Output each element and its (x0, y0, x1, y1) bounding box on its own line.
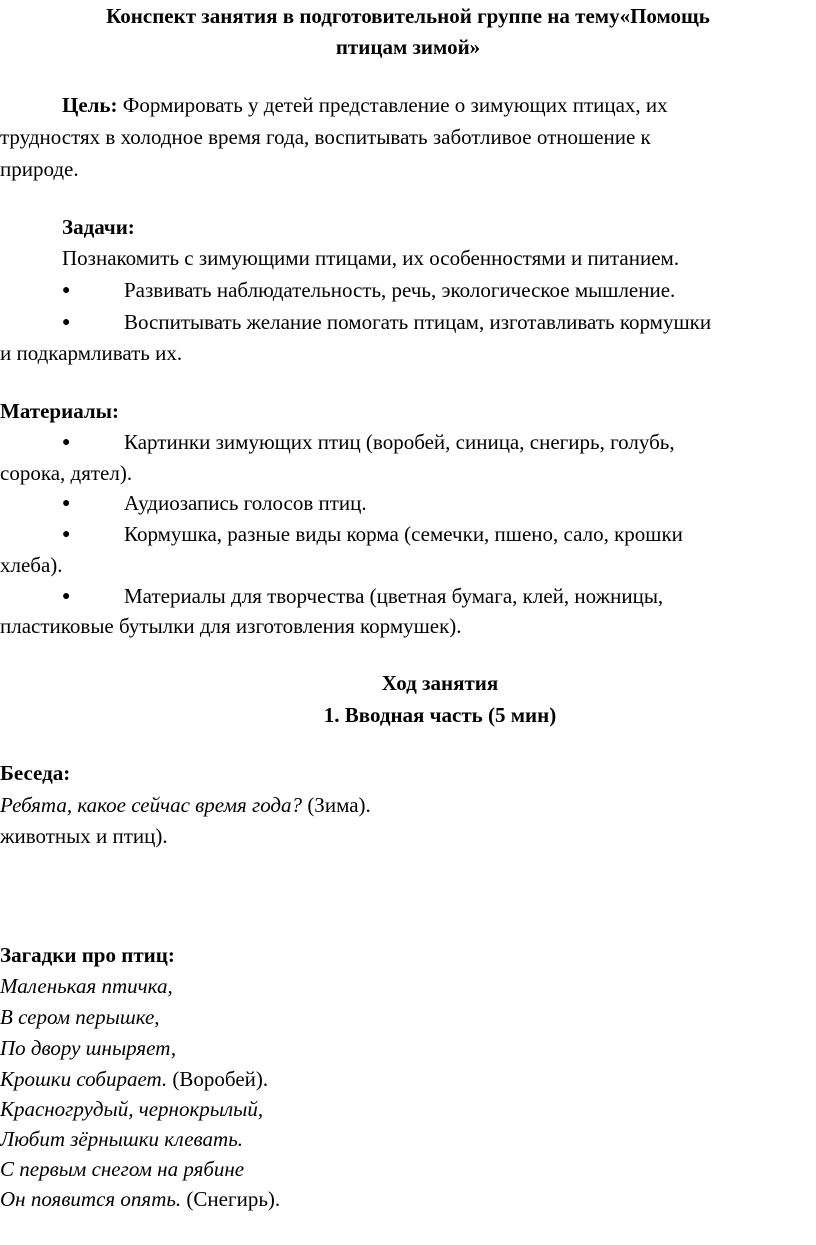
riddle-line: Он появится опять. (Снегирь). (0, 1187, 281, 1211)
section-1-heading: 1. Вводная часть (5 мин) (323, 703, 557, 727)
riddle-line: Маленькая птичка, (0, 974, 173, 998)
tasks-intro: Познакомить с зимующими птицами, их особенностями и питанием. (62, 246, 680, 270)
riddle-line: Любит зёрнышки клевать. (0, 1127, 243, 1151)
goal-text-line-2: трудностях в холодное время года, воспитывать заботливое отношение к (0, 125, 651, 149)
bullet-icon: ● (62, 496, 71, 511)
goal-label: Цель: (62, 93, 118, 117)
conversation-fragment: животных и птиц). (0, 824, 168, 848)
bullet-icon: ● (62, 315, 71, 330)
riddle-line: В сером перышке, (0, 1005, 160, 1029)
riddle-answer: (Снегирь). (181, 1187, 281, 1211)
conversation-question: Ребята, какое сейчас время года? (0, 793, 303, 817)
conversation-question-line (0, 791, 371, 819)
task-item-2-continued: и подкармливать их. (0, 341, 183, 365)
bullet-icon: ● (62, 435, 71, 450)
goal-paragraph (62, 91, 668, 119)
material-item-1: Картинки зимующих птиц (воробей, синица, снегирь, голубь, (124, 430, 675, 454)
riddle-line: Красногрудый, чернокрылый, (0, 1097, 264, 1121)
task-item-2: Воспитывать желание помогать птицам, изготавливать кормушки (124, 310, 712, 334)
material-item-3-continued: хлеба). (0, 553, 63, 577)
task-item-1: Развивать наблюдательность, речь, экологическое мышление. (124, 278, 676, 302)
riddle-line: Крошки собирает. (Воробей). (0, 1067, 269, 1091)
riddle-line: С первым снегом на рябине (0, 1157, 245, 1181)
riddle-line: По двору шныряет, (0, 1036, 177, 1060)
materials-heading: Материалы: (0, 399, 120, 423)
conversation-heading: Беседа: (0, 761, 71, 785)
material-item-2: Аудиозапись голосов птиц. (124, 491, 367, 515)
bullet-icon: ● (62, 527, 71, 542)
bullet-icon: ● (62, 283, 71, 298)
material-item-1-continued: сорока, дятел). (0, 461, 133, 485)
bullet-icon: ● (62, 589, 71, 604)
course-heading: Ход занятия (381, 671, 499, 695)
material-item-4: Материалы для творчества (цветная бумага, клей, ножницы, (124, 584, 664, 608)
riddles-heading: Загадки про птиц: (0, 943, 175, 967)
riddle-answer: (Воробей). (167, 1067, 269, 1091)
material-item-4-continued: пластиковые бутылки для изготовления кормушек). (0, 614, 462, 638)
document-title-line-1: Конспект занятия в подготовительной группе на тему«Помощь (106, 4, 710, 28)
goal-text-line-1: Формировать у детей представление о зимующих птицах, их (117, 93, 668, 117)
goal-text-line-3: природе. (0, 157, 79, 181)
tasks-heading: Задачи: (62, 215, 135, 239)
material-item-3: Кормушка, разные виды корма (семечки, пшено, сало, крошки (124, 522, 683, 546)
conversation-answer: (Зима). (302, 793, 371, 817)
document-title-line-2: птицам зимой» (335, 35, 481, 59)
